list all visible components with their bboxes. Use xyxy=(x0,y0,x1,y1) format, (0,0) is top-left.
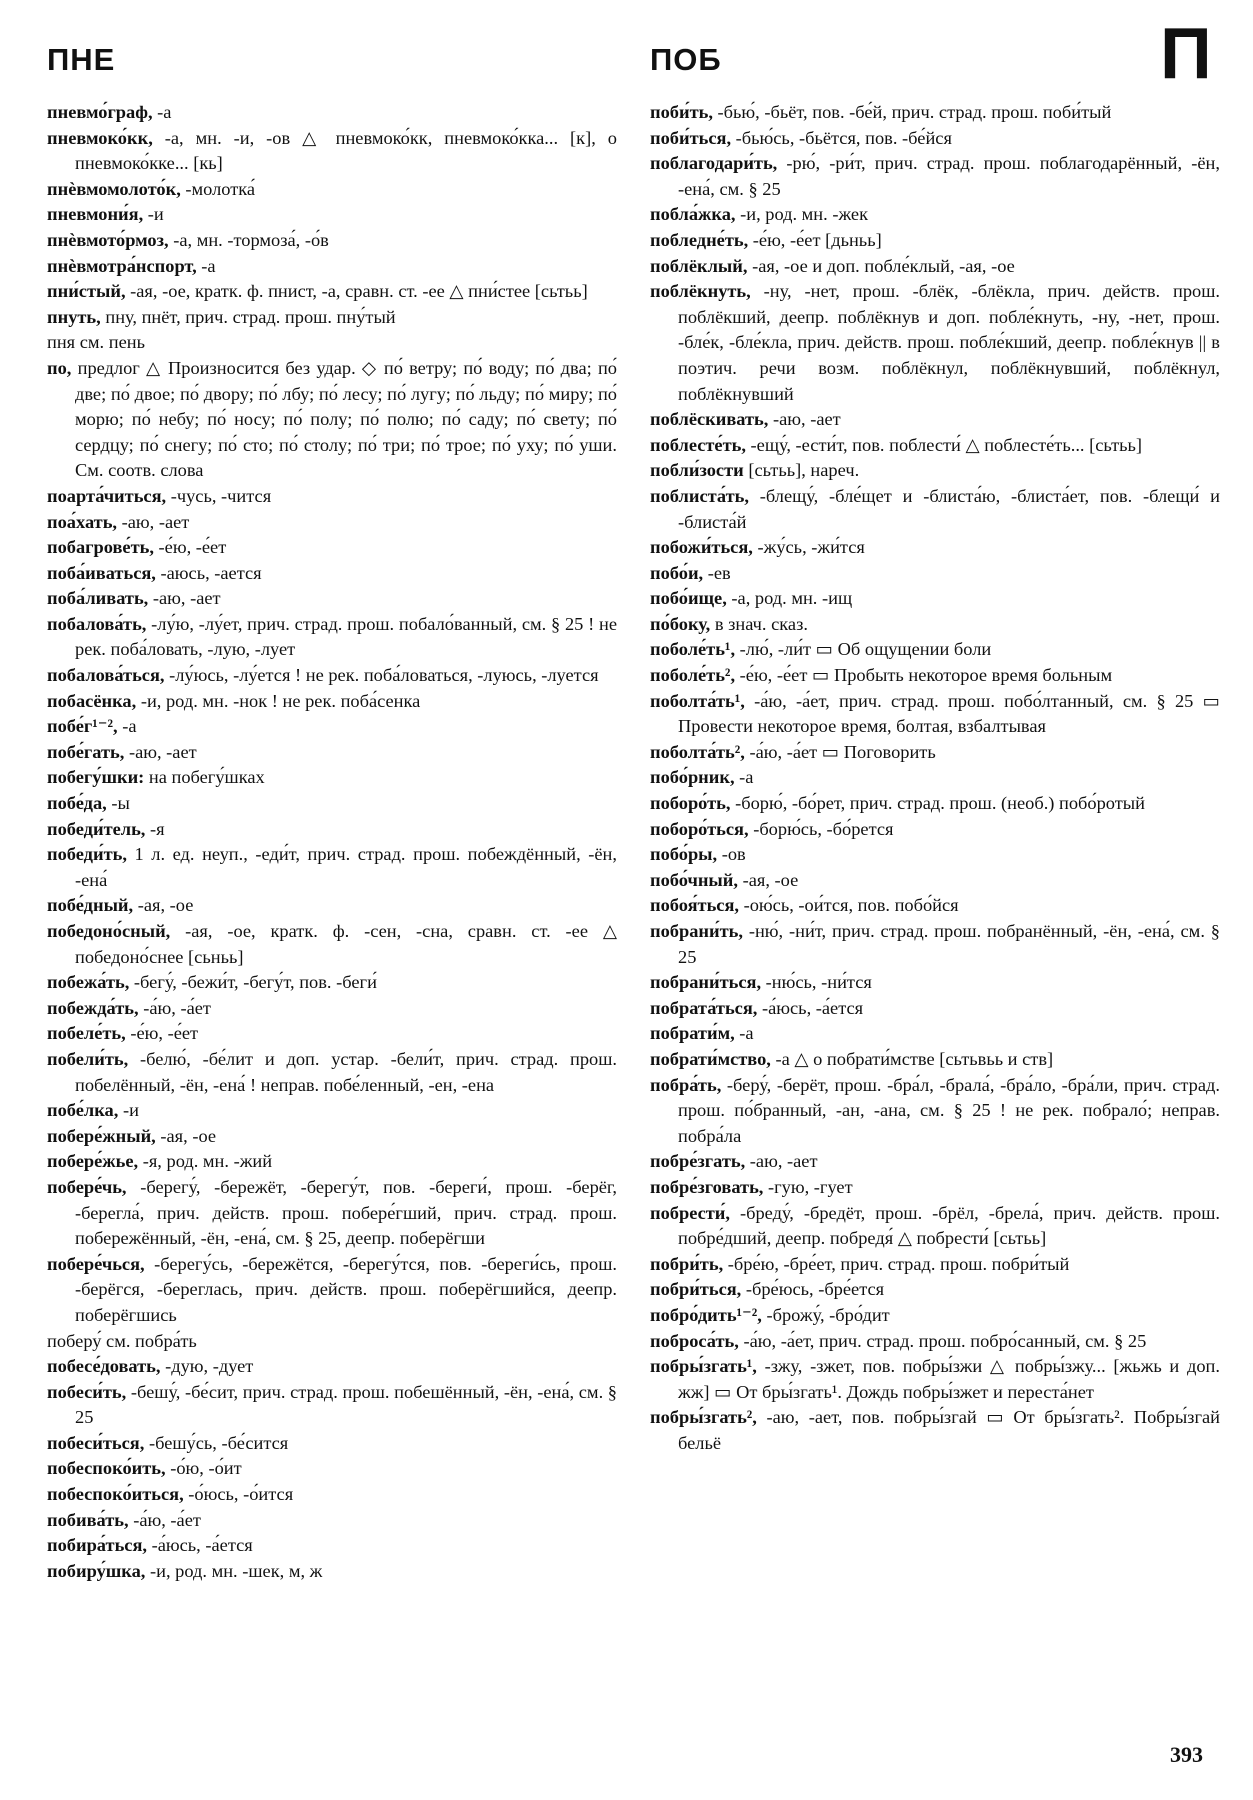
entry-text: -ая, -ое xyxy=(737,869,799,890)
dictionary-entry xyxy=(650,842,1220,868)
entry-text: -блещу́, -бле́щет и -блиста́ю, -блиста́ет, пов. -блещи́ и -блиста́й xyxy=(678,485,1220,532)
entry-text: пну, пнёт, прич. страд. прош. пну́тый xyxy=(100,306,396,327)
dictionary-entry xyxy=(650,637,1220,663)
entry-headword: побо́ры, xyxy=(650,844,718,865)
entry-headword: поби́ть, xyxy=(650,102,713,122)
entry-headword: по́боку, xyxy=(650,613,711,634)
dictionary-entry xyxy=(47,1124,617,1150)
entry-text: -аюсь, -ается xyxy=(155,562,262,583)
dictionary-entry xyxy=(650,1252,1220,1278)
entry-headword: поба́иваться, xyxy=(47,562,156,583)
dictionary-entry xyxy=(650,663,1220,689)
entry-text: -а, мн. -тормоза́, -о́в xyxy=(168,229,329,250)
entry-headword: пнѐвмото́рмоз, xyxy=(47,229,169,250)
entry-text: предлог △ Произносится без удар. ◇ по́ ветру; по́ воду; по́ два; по́ две; по́ двое; по́ двору; по́ лбу; по́ лесу; по́ лугу; по́ льду; по́ миру; по́ морю; по́ небу; по́ носу; по́ полу; по́ полю; по́ саду; по́ свету; по́ сердцу; по́ снегу; по́ сто; по́ столу; по́ три; по́ трое; по́ уху; по́ уши. См. соотв. слова xyxy=(71,357,617,481)
entry-headword: побра́ть, xyxy=(650,1074,722,1095)
entry-text: -а xyxy=(117,716,137,737)
entry-text: -жу́сь, -жи́тся xyxy=(752,537,865,558)
page-number: 393 xyxy=(1170,1742,1203,1767)
entry-headword: побе́да, xyxy=(47,793,107,814)
entry-headword: побеле́ть, xyxy=(47,1023,126,1044)
entry-text: -ещу́, -ести́т, пов. поблести́ △ поблесте́ть... [сьтьь] xyxy=(745,434,1143,455)
dictionary-entry xyxy=(47,1021,617,1047)
entry-text: -и, род. мн. -жек xyxy=(735,204,869,225)
dictionary-entry xyxy=(650,1201,1220,1252)
dictionary-entry xyxy=(47,1047,617,1098)
entry-text: -аю, -ает, пов. побры́згай ▭ От бры́згать². Побры́згай бельё xyxy=(678,1407,1220,1453)
entry-headword: поби́ться, xyxy=(650,127,732,148)
entry-text: -чусь, -чится xyxy=(166,485,272,506)
entry-headword: побира́ться, xyxy=(47,1535,147,1556)
entry-text: -бегу́, -бежи́т, -бегу́т, пов. -беги́ xyxy=(129,972,377,993)
dictionary-entry xyxy=(47,228,617,254)
entry-headword: побалова́ть, xyxy=(47,613,147,634)
entry-text: -бью́, -бьёт, пов. -бе́й, прич. страд. прош. поби́тый xyxy=(712,102,1112,122)
entry-headword: побели́ть, xyxy=(47,1048,129,1069)
entry-headword: побегу́шки: xyxy=(47,767,145,788)
entry-text: поберу́ см. побра́ть xyxy=(47,1330,197,1351)
entry-headword: поблиста́ть, xyxy=(650,485,749,506)
dictionary-entry xyxy=(47,126,617,177)
dictionary-entry xyxy=(650,996,1220,1022)
entry-headword: пнѐвмотра́нспорт, xyxy=(47,255,197,276)
entry-headword: поа́хать, xyxy=(47,511,118,532)
entry-text: -бью́сь, -бьётся, пов. -бе́йся xyxy=(731,127,952,148)
dictionary-entry xyxy=(650,202,1220,228)
entry-headword: поблесте́ть, xyxy=(650,434,746,455)
entry-headword: побледне́ть, xyxy=(650,229,749,250)
entry-text: -бреду́, -бредёт, прош. -брёл, -брела́, прич. действ. прош. побре́дший, деепр. побредя́ △ побрести́ [сьтьь] xyxy=(678,1202,1220,1249)
entry-headword: побе́гать, xyxy=(47,741,125,762)
dictionary-entry xyxy=(47,561,617,587)
dictionary-entry xyxy=(650,1277,1220,1303)
entry-headword: побо́и, xyxy=(650,562,704,583)
entry-text: -о́ю, -о́ит xyxy=(165,1458,242,1479)
dictionary-entry xyxy=(650,612,1220,638)
entry-text: -аю, -ает xyxy=(124,741,197,762)
entry-headword: поболта́ть¹, xyxy=(650,690,745,711)
dictionary-entry xyxy=(650,535,1220,561)
dictionary-entry xyxy=(47,893,617,919)
entry-text: -бре́ю, -бре́ет, прич. страд. прош. побри́тый xyxy=(723,1253,1070,1274)
entry-text: -ая, -ое и доп. побле́клый, -ая, -ое xyxy=(747,255,1015,276)
entry-headword: поблёклый, xyxy=(650,255,748,276)
entry-text: -беру́, -берёт, прош. -бра́л, -брала́, -бра́ло, -бра́ли, прич. страд. прош. по́бранный, -ан, -ана, см. § 25 ! не рек. побрало́; неправ. побра́ла xyxy=(678,1074,1220,1146)
entry-text: -а, мн. -и, -ов △ пневмоко́кк, пневмоко́кка... [к], о пневмоко́кке... [кь] xyxy=(75,127,617,174)
dictionary-entry xyxy=(650,765,1220,791)
entry-text: -аю, -ает xyxy=(117,511,190,532)
entry-headword: побе́г¹⁻², xyxy=(47,716,118,737)
entry-headword: поболта́ть², xyxy=(650,741,745,762)
dictionary-entry xyxy=(650,970,1220,996)
entry-text: -берегу́, -бережёт, -берегу́т, пов. -береги́, прош. -берёг, -берегла́, прич. действ. прош. побере́гший, прич. страд. прош. побережённый, -ён, -ена́, см. § 25, деепр. поберёгши xyxy=(75,1176,617,1249)
entry-headword: побрата́ться, xyxy=(650,997,758,1018)
entry-headword: по, xyxy=(47,357,72,378)
entry-text: в знач. сказ. xyxy=(710,613,808,634)
entry-text: -а xyxy=(152,102,172,122)
entry-text: -аю, -ает xyxy=(768,409,841,430)
dictionary-entry xyxy=(650,919,1220,970)
entry-headword: побры́згать², xyxy=(650,1407,757,1428)
dictionary-entry xyxy=(47,689,617,715)
dictionary-entry xyxy=(650,100,1220,126)
entry-headword: побере́чь, xyxy=(47,1176,127,1197)
entry-text: -белю́, -бе́лит и доп. устар. -бели́т, прич. страд. прош. побелённый, -ён, -ена́ ! неправ. побе́ленный, -ен, -ена xyxy=(75,1048,617,1095)
dictionary-entry xyxy=(650,1175,1220,1201)
entry-text: -ая, -ое xyxy=(133,895,194,916)
entry-text: -берегу́сь, -бережётся, -берегу́тся, пов. -береги́сь, прош. -берёгся, -береглась, прич. действ. прош. поберёгшийся, деепр. поберёгшись xyxy=(75,1253,617,1325)
entry-headword: побе́дный, xyxy=(47,895,134,916)
dictionary-entry xyxy=(650,1354,1220,1405)
dictionary-entry xyxy=(47,817,617,843)
entry-headword: поборо́ть, xyxy=(650,793,731,814)
dictionary-entry xyxy=(47,1149,617,1175)
entry-text: -а, род. мн. -ищ xyxy=(726,588,853,609)
entry-headword: побе́лка, xyxy=(47,1100,119,1121)
entry-headword: побо́чный, xyxy=(650,869,738,890)
entry-headword: побалова́ться, xyxy=(47,665,165,686)
dictionary-entry xyxy=(650,484,1220,535)
dictionary-entry xyxy=(47,663,617,689)
entry-headword: победи́тель, xyxy=(47,818,146,839)
dictionary-entry xyxy=(47,1329,617,1355)
dictionary-entry xyxy=(47,305,617,331)
entry-headword: побеспоко́ить, xyxy=(47,1458,166,1479)
entry-text: -и, род. мн. -шек, м, ж xyxy=(145,1560,323,1581)
dictionary-entry xyxy=(650,1329,1220,1355)
entry-text: -и, род. мн. -нок ! не рек. поба́сенка xyxy=(136,690,421,711)
entry-headword: поба́ливать, xyxy=(47,588,149,609)
entry-text: -я xyxy=(145,818,165,839)
dictionary-entry xyxy=(650,407,1220,433)
entry-text: -борю́, -бо́рет, прич. страд. прош. (необ.) побо́ротый xyxy=(730,793,1145,814)
entry-headword: поблёскивать, xyxy=(650,409,769,430)
entry-text: -о́юсь, -о́ится xyxy=(183,1484,294,1505)
entry-headword: побо́ище, xyxy=(650,588,727,609)
dictionary-entry xyxy=(650,561,1220,587)
entry-headword: побрани́ться, xyxy=(650,972,762,993)
dictionary-entry xyxy=(650,740,1220,766)
entry-headword: побрати́мство, xyxy=(650,1048,771,1069)
entry-headword: побрати́м, xyxy=(650,1023,735,1044)
dictionary-entry xyxy=(47,510,617,536)
entry-headword: побежа́ть, xyxy=(47,972,130,993)
entry-text: -лю́, -ли́т ▭ Об ощущении боли xyxy=(735,639,992,660)
entry-headword: пнуть, xyxy=(47,306,101,327)
dictionary-entry xyxy=(47,356,617,484)
dictionary-entry xyxy=(47,1354,617,1380)
entry-headword: пневмони́я, xyxy=(47,204,144,225)
dictionary-entry xyxy=(47,1482,617,1508)
dictionary-entry xyxy=(650,279,1220,407)
running-head-right: ПОБ xyxy=(650,42,722,77)
entry-text: -ы xyxy=(106,793,130,814)
entry-headword: побри́ться, xyxy=(650,1279,742,1300)
entry-text: -а́ю, -а́ет, прич. страд. прош. побо́лтанный, см. § 25 ▭ Провести некоторое время, болтая, взбалтывая xyxy=(678,690,1220,737)
dictionary-entry xyxy=(47,100,617,126)
entry-text: -ою́сь, -ои́тся, пов. побо́йся xyxy=(739,895,959,916)
entry-headword: побли́зости xyxy=(650,460,744,481)
entry-text: -гую, -гует xyxy=(763,1176,853,1197)
entry-text: -лу́юсь, -лу́ется ! не рек. поба́ловаться, -луюсь, -луется xyxy=(164,665,599,686)
entry-headword: победи́ть, xyxy=(47,844,127,865)
entry-text: -ов xyxy=(717,844,746,865)
entry-text: -молотка́ xyxy=(180,178,256,199)
entry-text: -борю́сь, -бо́рется xyxy=(748,818,894,839)
entry-text: -а xyxy=(734,1023,754,1044)
entry-headword: побоя́ться, xyxy=(650,895,740,916)
entry-text: -ая, -ое, кратк. ф. -сен, -сна, сравн. ст. -ее △ победоно́снее [сьньь] xyxy=(75,921,617,967)
entry-headword: побиру́шка, xyxy=(47,1560,146,1581)
entry-headword: побере́жный, xyxy=(47,1125,156,1146)
dictionary-entry xyxy=(47,535,617,561)
entry-text: -а xyxy=(734,767,754,788)
dictionary-entry xyxy=(650,151,1220,202)
entry-text: -бешу́сь, -бе́сится xyxy=(144,1432,289,1453)
entry-headword: побры́згать¹, xyxy=(650,1356,757,1377)
dictionary-entry xyxy=(650,228,1220,254)
dictionary-entry xyxy=(47,740,617,766)
entry-headword: побесе́довать, xyxy=(47,1356,161,1377)
dictionary-entry xyxy=(47,1559,617,1585)
dictionary-entry xyxy=(47,1380,617,1431)
entry-headword: побрани́ть, xyxy=(650,921,743,941)
entry-text: -а́юсь, -а́ется xyxy=(147,1535,253,1556)
entry-headword: побре́зговать, xyxy=(650,1176,764,1197)
entry-headword: поблагодари́ть, xyxy=(650,153,778,174)
entry-text: -я, род. мн. -жий xyxy=(138,1151,273,1172)
entry-text: -ню́сь, -ни́тся xyxy=(761,972,872,993)
dictionary-entry xyxy=(650,791,1220,817)
entry-text: [сьтьь], нареч. xyxy=(743,460,860,481)
dictionary-entry xyxy=(47,254,617,280)
dictionary-entry xyxy=(47,586,617,612)
entry-headword: поблёкнуть, xyxy=(650,281,751,302)
entry-text: -е́ю, -е́ет xyxy=(125,1023,199,1044)
entry-text: -аю, -ает xyxy=(148,588,221,609)
entry-headword: поброса́ть, xyxy=(650,1330,739,1351)
entry-text: -е́ю, -е́ет [дьньь] xyxy=(748,229,882,250)
dictionary-entry xyxy=(650,817,1220,843)
entry-headword: побри́ть, xyxy=(650,1253,724,1274)
entry-text: пня см. пень xyxy=(47,332,145,353)
dictionary-entry xyxy=(47,1533,617,1559)
dictionary-entry xyxy=(47,714,617,740)
dictionary-entry xyxy=(650,458,1220,484)
entry-headword: пни́стый, xyxy=(47,281,126,302)
dictionary-entry xyxy=(47,996,617,1022)
dictionary-entry xyxy=(47,484,617,510)
dictionary-entry xyxy=(650,254,1220,280)
entry-text: -бешу́, -бе́сит, прич. страд. прош. побешённый, -ён, -ена́, см. § 25 xyxy=(75,1381,617,1428)
entry-headword: побрести́, xyxy=(650,1202,730,1223)
entry-headword: побла́жка, xyxy=(650,204,736,225)
dictionary-entry xyxy=(47,1252,617,1329)
entry-text: -рю́, -ри́т, прич. страд. прош. поблагодарённый, -ён, -ена́, см. § 25 xyxy=(678,153,1220,199)
dictionary-entry xyxy=(650,1073,1220,1150)
entry-headword: поболе́ть¹, xyxy=(650,639,736,660)
entry-text: -а́юсь, -а́ется xyxy=(757,997,864,1018)
entry-headword: побасёнка, xyxy=(47,690,137,711)
entry-text: -а́ю, -а́ет xyxy=(138,997,211,1018)
dictionary-entry xyxy=(47,1431,617,1457)
dictionary-entry xyxy=(47,919,617,970)
dictionary-entry xyxy=(47,279,617,305)
dictionary-entry xyxy=(47,177,617,203)
dictionary-entry xyxy=(650,893,1220,919)
entry-text: -е́ю, -е́ет xyxy=(153,537,227,558)
dictionary-entry xyxy=(47,1098,617,1124)
entry-text: -ну, -нет, прош. -блёк, -блёкла, прич. действ. прош. поблёкший, деепр. поблёкнув и доп. побле́кнуть, -ну, -нет, прош. -бле́к, -бле́кла, прич. действ. прош. побле́кший, деепр. побле́кнув || в поэтич. речи возм. поблёкнул, поблёкнувший, поблёкнул, поблёкнувший xyxy=(678,281,1220,404)
entry-text: -ая, -ое, кратк. ф. пнист, -а, сравн. ст. -ее △ пни́стее [сьтьь] xyxy=(125,281,588,302)
right-column xyxy=(650,100,1220,1456)
left-column xyxy=(47,100,617,1584)
dictionary-entry xyxy=(47,970,617,996)
entry-headword: побре́згать, xyxy=(650,1151,746,1172)
entry-headword: победоно́сный, xyxy=(47,921,171,941)
entry-headword: пневмоко́кк, xyxy=(47,127,153,148)
entry-text: -брожу́, -бро́дит xyxy=(761,1304,890,1325)
entry-headword: побере́жье, xyxy=(47,1151,139,1172)
entry-headword: побожи́ться, xyxy=(650,537,753,558)
dictionary-entry xyxy=(650,1149,1220,1175)
entry-text: -и xyxy=(118,1100,139,1121)
dictionary-entry xyxy=(47,842,617,893)
dictionary-entry xyxy=(47,612,617,663)
section-letter: П xyxy=(1160,14,1212,94)
entry-text: -дую, -дует xyxy=(160,1356,254,1377)
entry-headword: побежда́ть, xyxy=(47,997,139,1018)
entry-text: -аю, -ает xyxy=(745,1151,818,1172)
dictionary-entry xyxy=(47,202,617,228)
dictionary-entry xyxy=(650,433,1220,459)
entry-text: -а́ю, -а́ет xyxy=(128,1509,201,1530)
entry-text: -е́ю, -е́ет ▭ Пробыть некоторое время больным xyxy=(735,665,1113,686)
dictionary-entry xyxy=(47,1508,617,1534)
entry-headword: пнѐвмомолото́к, xyxy=(47,178,181,199)
dictionary-entry xyxy=(650,586,1220,612)
entry-headword: побеси́ть, xyxy=(47,1381,127,1402)
entry-headword: побере́чься, xyxy=(47,1253,145,1274)
dictionary-entry xyxy=(650,1303,1220,1329)
dictionary-entry xyxy=(47,791,617,817)
entry-headword: побеспоко́иться, xyxy=(47,1484,184,1505)
dictionary-entry xyxy=(650,1047,1220,1073)
dictionary-entry xyxy=(47,1456,617,1482)
dictionary-entry xyxy=(650,1021,1220,1047)
dictionary-entry xyxy=(650,868,1220,894)
entry-text: -а́ю, -а́ет, прич. страд. прош. побро́санный, см. § 25 xyxy=(738,1330,1147,1351)
entry-text: -а xyxy=(196,255,216,276)
entry-text: -бре́юсь, -бре́ется xyxy=(741,1279,885,1300)
entry-text: -ев xyxy=(703,562,731,583)
entry-headword: побеси́ться, xyxy=(47,1432,145,1453)
entry-text: -а́ю, -а́ет ▭ Поговорить xyxy=(744,741,936,762)
entry-text: -а △ о побрати́мстве [сьтьвьь и ств] xyxy=(770,1048,1054,1069)
dictionary-entry xyxy=(47,330,617,356)
entry-headword: поборо́ться, xyxy=(650,818,749,839)
dictionary-entry xyxy=(650,689,1220,740)
entry-text: на побегу́шках xyxy=(144,767,265,788)
entry-text: -лу́ю, -лу́ет, прич. страд. прош. побало́ванный, см. § 25 ! не рек. поба́ловать, -лую, -лует xyxy=(75,613,617,660)
entry-headword: побро́дить¹⁻², xyxy=(650,1304,762,1325)
entry-text: -зжу, -зжет, пов. побры́зжи △ побры́зжу... [жьжь и доп. жж] ▭ От бры́згать¹. Дождь побры́зжет и переста́нет xyxy=(678,1356,1220,1402)
entry-headword: поарта́читься, xyxy=(47,485,167,506)
entry-headword: поболе́ть², xyxy=(650,665,736,686)
dictionary-entry xyxy=(47,765,617,791)
entry-text: -ая, -ое xyxy=(155,1125,217,1146)
entry-headword: пневмо́граф, xyxy=(47,102,153,122)
dictionary-entry xyxy=(650,126,1220,152)
entry-text: -ню́, -ни́т, прич. страд. прош. побранённый, -ён, -ена́, см. § 25 xyxy=(678,921,1220,967)
dictionary-entry xyxy=(47,1175,617,1252)
entry-headword: побагрове́ть, xyxy=(47,537,154,558)
running-head-left: ПНЕ xyxy=(47,42,116,77)
entry-headword: побо́рник, xyxy=(650,767,735,788)
dictionary-entry xyxy=(650,1405,1220,1456)
entry-text: 1 л. ед. неуп., -еди́т, прич. страд. прош. побеждённый, -ён, -ена́ xyxy=(75,844,617,890)
entry-headword: побива́ть, xyxy=(47,1509,129,1530)
entry-text: -и xyxy=(143,204,164,225)
